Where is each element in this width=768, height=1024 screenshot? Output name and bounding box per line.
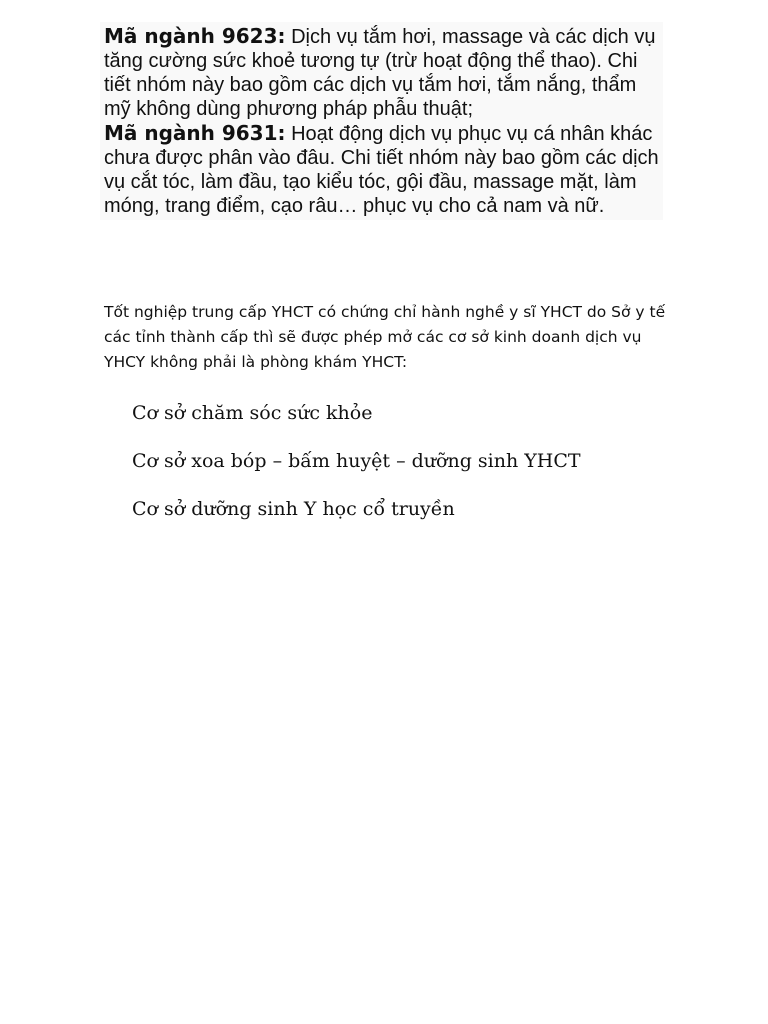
facility-list (132, 398, 581, 542)
industry-code-9631 (104, 121, 663, 218)
industry-code-label: Mã ngành 9623: (104, 24, 286, 48)
facility-item: Cơ sở dưỡng sinh Y học cổ truyền (132, 498, 455, 520)
industry-code-label: Mã ngành 9631: (104, 121, 286, 145)
industry-code-description: Hoạt động dịch vụ phục vụ cá nhân khác chưa được phân vào đâu. Chi tiết nhóm này bao gồm các dịch vụ cắt tóc, làm đầu, tạo kiểu tóc, gội đầu, massage mặt, làm móng, trang điểm, cạo râu… phục vụ cho cả nam và nữ. (104, 123, 659, 217)
industry-code-box (100, 22, 663, 220)
facility-item: Cơ sở xoa bóp – bấm huyệt – dưỡng sinh YHCT (132, 450, 581, 472)
industry-code-9623 (104, 24, 663, 121)
facility-item: Cơ sở chăm sóc sức khỏe (132, 402, 373, 424)
industry-code-description: Dịch vụ tắm hơi, massage và các dịch vụ tăng cường sức khoẻ tương tự (trừ hoạt động thể thao). Chi tiết nhóm này bao gồm các dịch vụ tắm hơi, tắm nắng, thẩm mỹ không dùng phương pháp phẫu thuật; (104, 26, 656, 120)
intro-paragraph: Tốt nghiệp trung cấp YHCT có chứng chỉ hành nghề y sĩ YHCT do Sở y tế các tỉnh thành cấp thì sẽ được phép mở các cơ sở kinh doanh dịch vụ YHCY không phải là phòng khám YHCT: (104, 303, 666, 371)
